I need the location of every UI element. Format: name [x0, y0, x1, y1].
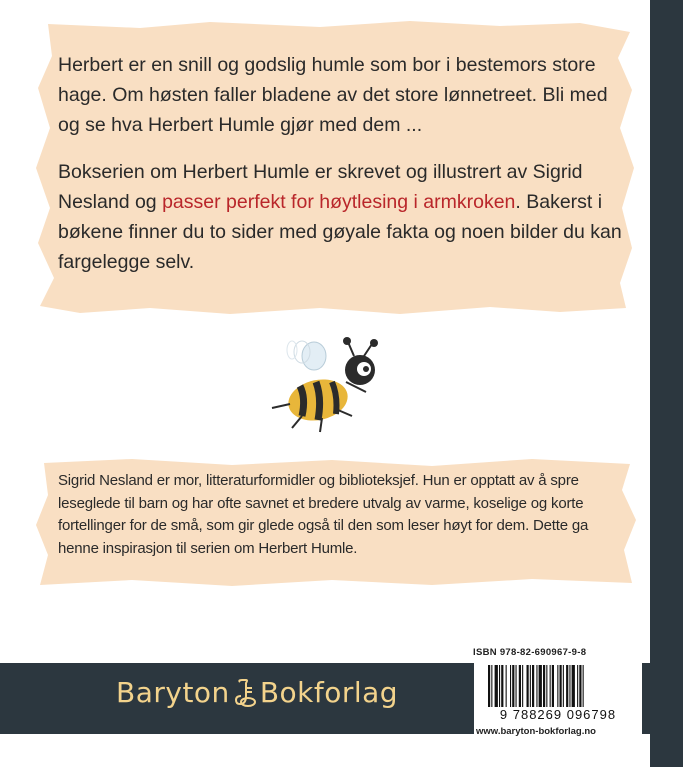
barcode-bar — [512, 665, 514, 707]
barcode-bar — [491, 665, 492, 707]
barcode-bar — [539, 665, 542, 707]
barcode-bar — [488, 665, 490, 707]
barcode-number: 9 788269 096798 — [499, 707, 617, 722]
blurb-highlight: passer perfekt for høytlesing i armkroken — [162, 191, 516, 213]
tuba-icon — [234, 678, 256, 708]
blurb-paragraph-2-start: Bokserien om Herbert Humle er skrevet og illustrert av Sigrid Nesland og — [58, 161, 583, 213]
barcode-bar — [495, 665, 498, 707]
bumblebee-illustration — [262, 336, 412, 436]
barcode-bar — [519, 665, 521, 707]
barcode-bar — [579, 665, 581, 707]
publisher-logo — [116, 676, 398, 709]
barcode-bar — [583, 665, 584, 707]
blurb-paragraph-2-end: . Bakerst i bøkene finner du to sider med gøyale fakta og noen bilder du kan fargelegge selv. — [58, 191, 622, 273]
barcode-bar — [530, 665, 531, 707]
barcode-bar — [516, 665, 517, 707]
book-spine — [650, 0, 683, 767]
barcode-bar — [532, 665, 534, 707]
barcode-bar — [550, 665, 551, 707]
barcode-bar — [569, 665, 570, 707]
barcode-bar — [546, 665, 547, 707]
barcode-bar — [543, 665, 545, 707]
publisher-website: www.baryton-bokforlag.no — [476, 726, 596, 737]
publisher-name-right: Bokforlag — [259, 676, 399, 709]
barcode-bar — [552, 665, 554, 707]
blurb-text — [58, 50, 628, 294]
barcode-bar — [510, 665, 511, 707]
barcode-bar — [499, 665, 500, 707]
blurb-paragraph-2 — [58, 157, 628, 277]
barcode-bar — [560, 665, 562, 707]
publisher-name-left: Baryton — [116, 676, 230, 709]
barcode-bar — [522, 665, 523, 707]
isbn-label: ISBN 978-82-690967-9-8 — [473, 647, 587, 658]
barcode-bar — [566, 665, 568, 707]
barcode-bar — [577, 665, 578, 707]
barcode-bar — [572, 665, 575, 707]
barcode-bar — [506, 665, 507, 707]
barcode-bar — [536, 665, 537, 707]
blurb-paragraph-1: Herbert er en snill og godslig humle som bor i bestemors store hage. Om høsten faller bladene av det store lønnetreet. Bli med og se hva Herbert Humle gjør med dem ... — [58, 54, 608, 136]
barcode-bar — [501, 665, 503, 707]
barcode-bar — [527, 665, 529, 707]
author-bio: Sigrid Nesland er mor, litteraturformidler og biblioteksjef. Hun er opptatt av å spre leseglede til barn og har ofte savnet et bredere utvalg av varme, koselige og korte fortellinger for de små, som gir glede også til den som leser høyt for dem. Dette ga henne inspirasjon til serien om Herbert Humle. — [58, 472, 589, 557]
barcode-bar — [557, 665, 558, 707]
barcode-bar — [563, 665, 564, 707]
